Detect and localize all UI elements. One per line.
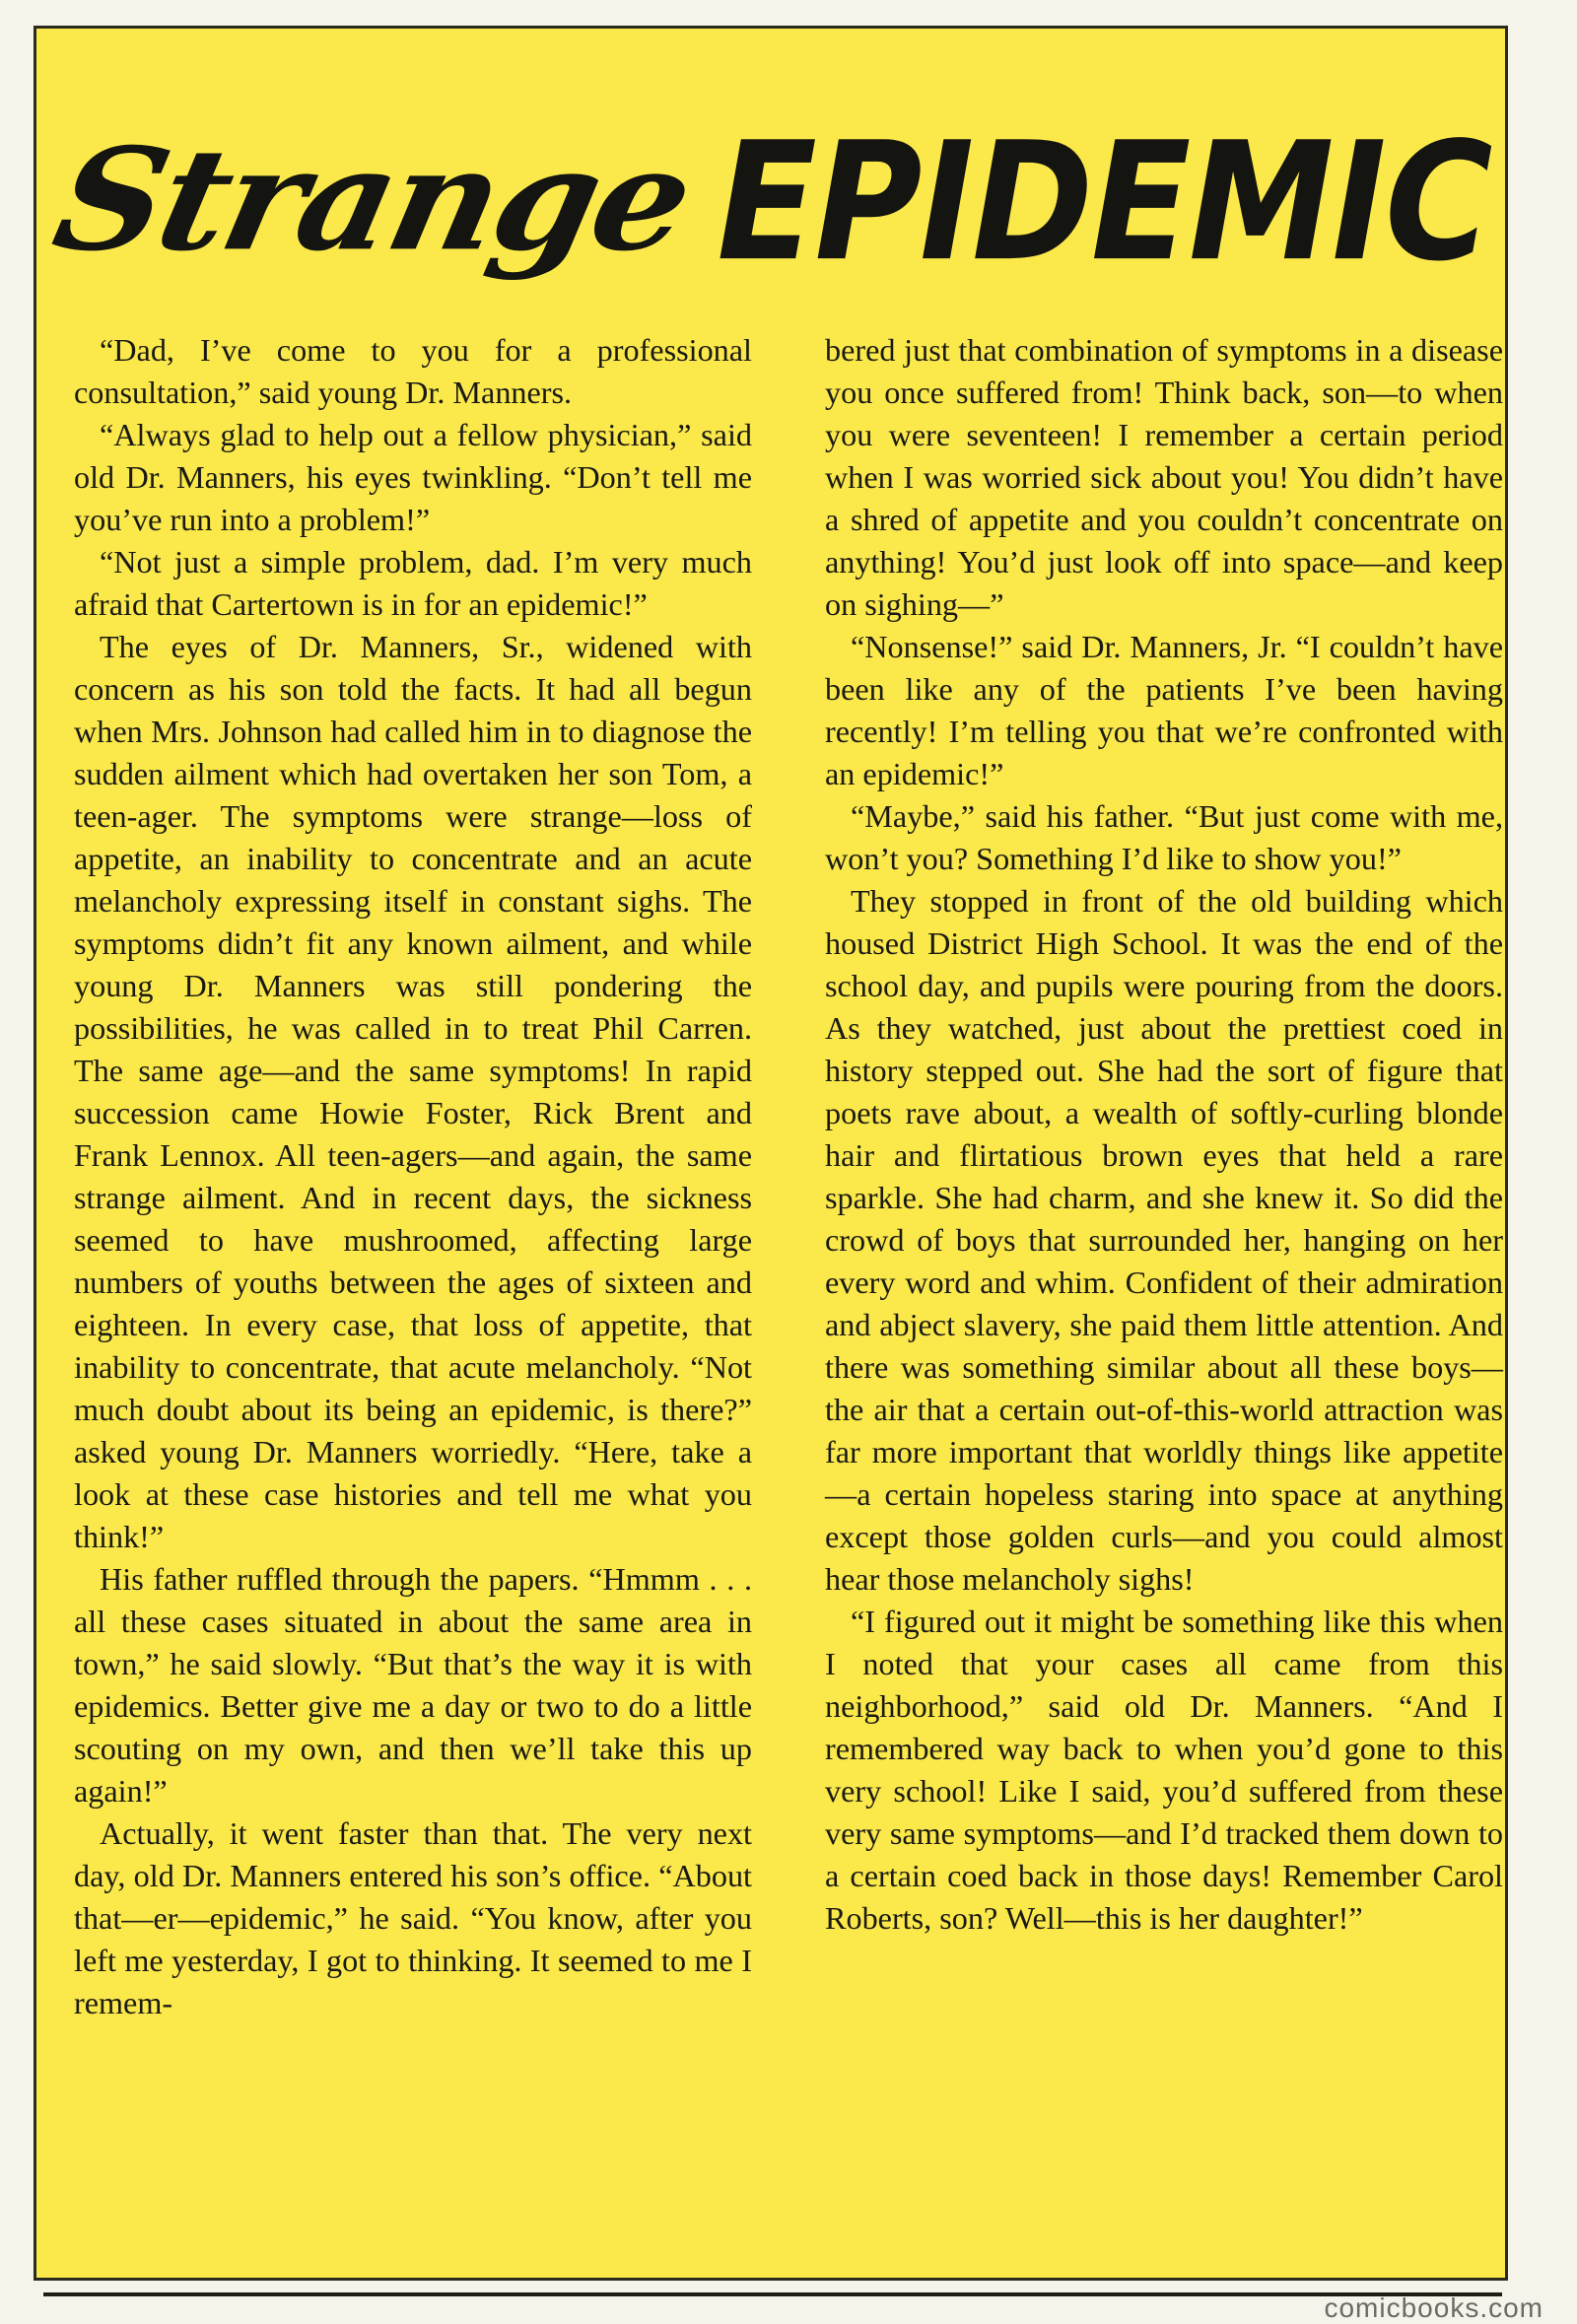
title-word-strange: Strange: [40, 117, 703, 283]
title-word-epidemic: EPIDEMIC: [699, 106, 1506, 298]
bottom-rule: [43, 2292, 1502, 2296]
text-column-left: [74, 329, 752, 2024]
story-page: [34, 26, 1508, 2281]
paragraph: His father ruffled through the papers. “Hmmm . . . all these cases situated in about the same area in town,” he said slowly. “But that’s the way it is with epidemics. Better give me a day or two to do a little scouting on my own, and then we’ll take this up again!”: [74, 1561, 752, 1809]
paragraph: The eyes of Dr. Manners, Sr., widened with concern as his son told the facts. It had all begun when Mrs. Johnson had called him in to diagnose the sudden ailment which had overtaken her son Tom, a teen-ager. The symptoms were strange—loss of appetite, an inability to concentrate and an acute melancholy expressing itself in constant sighs. The symptoms didn’t fit any known ailment, and while young Dr. Manners was still pondering the possibilities, he was called in to treat Phil Carren. The same age—and the same symptoms! In rapid succession came Howie Foster, Rick Brent and Frank Lennox. All teen-agers—and again, the same strange ailment. And in recent days, the sickness seemed to have mushroomed, affecting large numbers of youths between the ages of sixteen and eighteen. In every case, that loss of appetite, that inability to concentrate, that acute melancholy. “Not much doubt about its being an epidemic, is there?” asked young Dr. Manners worriedly. “Here, take a look at these case histories and tell me what you think!”: [74, 629, 752, 1554]
story-title: [36, 106, 1511, 310]
paragraph: “Nonsense!” said Dr. Manners, Jr. “I couldn’t have been like any of the patients I’ve been having recently! I’m telling you that we’re confronted with an epidemic!”: [825, 629, 1503, 791]
paragraph: “Not just a simple problem, dad. I’m very much afraid that Cartertown is in for an epidemic!”: [74, 544, 752, 622]
paragraph-continuation: bered just that combination of symptoms in a disease you once suffered from! Think back, son—to when you were seventeen! I remember a certain period when I was worried sick about you! You didn’t have a shred of appetite and you couldn’t concentrate on anything! You’d just look off into space—and keep on sighing—”: [825, 332, 1503, 622]
paragraph: They stopped in front of the old building which housed District High School. It was the end of the school day, and pupils were pouring from the doors. As they watched, just about the prettiest coed in history stepped out. She had the sort of figure that poets rave about, a wealth of softly-curling blonde hair and flirtatious brown eyes that held a rare sparkle. She had charm, and she knew it. So did the crowd of boys that surrounded her, hanging on her every word and whim. Confident of their admiration and abject slavery, she paid them little attention. And there was something similar about all these boys—the air that a certain out-of-this-world attraction was far more important that worldly things like appetite—a certain hopeless staring into space at anything except those golden curls—and you could almost hear those melancholy sighs!: [825, 883, 1503, 1597]
paragraph: Actually, it went faster than that. The very next day, old Dr. Manners entered his son’s office. “About that—er—epidemic,” he said. “You know, after you left me yesterday, I got to thinking. It seemed to me I remem-: [74, 1815, 752, 2020]
watermark: comicbooks.com: [1324, 2292, 1543, 2323]
paragraph: “Maybe,” said his father. “But just come with me, won’t you? Something I’d like to show you!”: [825, 798, 1503, 876]
text-column-right: [825, 329, 1503, 1940]
paragraph: “Dad, I’ve come to you for a professional consultation,” said young Dr. Manners.: [74, 332, 752, 410]
paragraph: “Always glad to help out a fellow physician,” said old Dr. Manners, his eyes twinkling. “Don’t tell me you’ve run into a problem!”: [74, 417, 752, 537]
paragraph: “I figured out it might be something like this when I noted that your cases all came from this neighborhood,” said old Dr. Manners. “And I remembered way back to when you’d gone to this very school! Like I said, you’d suffered from these very same symptoms—and I’d tracked them down to a certain coed back in those days! Remember Carol Roberts, son? Well—this is her daughter!”: [825, 1604, 1503, 1936]
